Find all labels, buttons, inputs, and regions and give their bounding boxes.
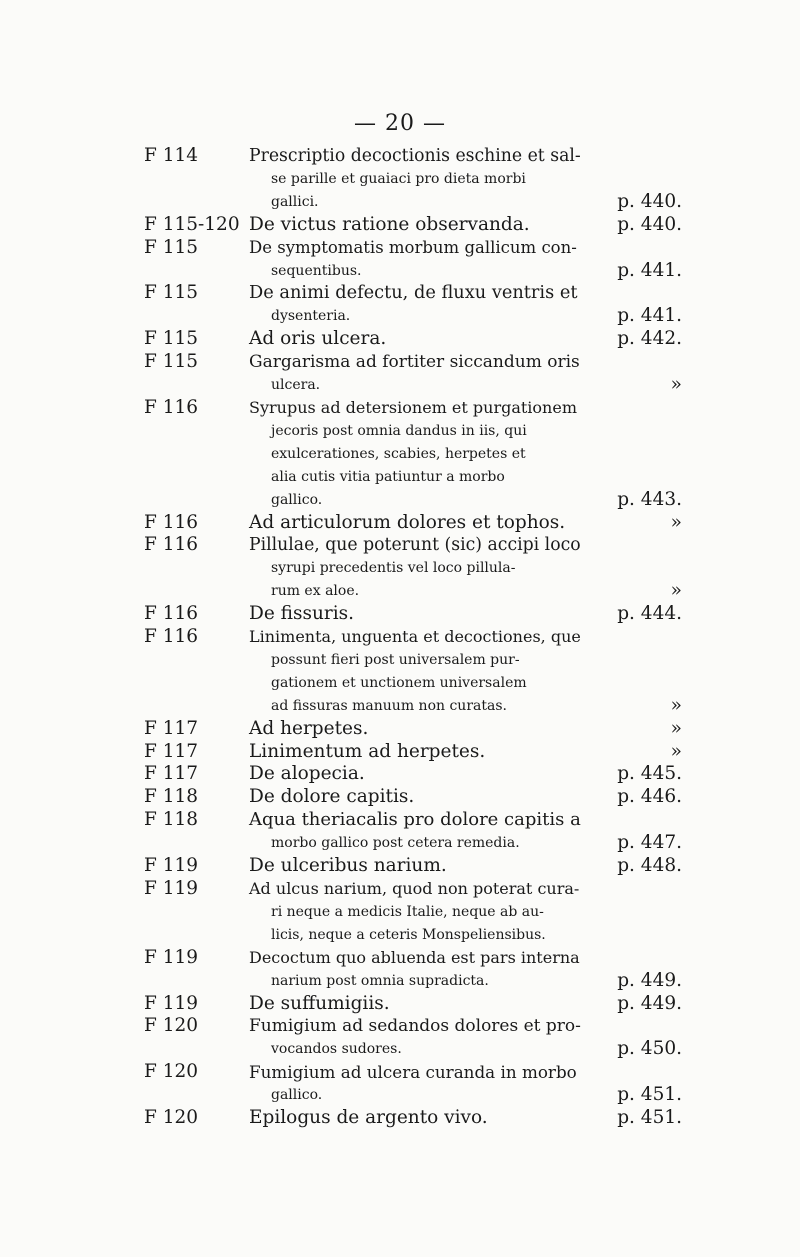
entry-description (249, 786, 581, 809)
description-line: alia cutis vitia patiuntur a morbo (271, 468, 505, 485)
index-entry (0, 328, 800, 351)
index-entry (0, 878, 800, 947)
description-line: rum ex aloe. (271, 583, 360, 600)
page-reference: p. 450. (617, 1038, 682, 1060)
page-reference: p. 451. (617, 1107, 682, 1129)
page-reference: p. 441. (617, 259, 682, 281)
entry-description (249, 718, 581, 741)
page-reference: p. 443. (617, 488, 682, 510)
index-list (0, 145, 800, 1130)
description-line: narium post omnia supradicta. (271, 972, 489, 989)
page-reference: » (670, 374, 682, 396)
folio-reference: F 116 (144, 626, 199, 648)
description-line: Ad ulcus narium, quod non poterat cura- (249, 879, 580, 898)
page-number: — 20 — (354, 111, 446, 136)
page-reference: p. 451. (617, 1084, 682, 1106)
description-line: sequentibus. (271, 262, 362, 279)
description-line: De ulceribus narium. (249, 855, 447, 877)
description-line: Syrupus ad detersionem et purgationem (249, 397, 577, 417)
entry-description (249, 237, 581, 283)
description-line: De alopecia. (249, 763, 365, 785)
description-line: se parille et guaiaci pro dieta morbi (271, 170, 526, 187)
folio-reference: F 116 (144, 511, 199, 533)
index-entry (0, 855, 800, 878)
page-reference: p. 449. (617, 992, 682, 1014)
folio-reference: F 119 (144, 855, 199, 877)
page-reference: p. 448. (617, 855, 682, 877)
index-entry (0, 1061, 800, 1107)
entry-description (249, 1015, 581, 1061)
description-line: exulcerationes, scabies, herpetes et (271, 445, 526, 462)
description-line: syrupi precedentis vel loco pillula- (271, 560, 516, 577)
description-line: gallico. (271, 491, 323, 508)
entry-description (249, 214, 581, 237)
page-reference: » (670, 717, 682, 739)
description-line: Ad articulorum dolores et tophos. (249, 511, 566, 533)
folio-reference: F 119 (144, 992, 199, 1014)
index-entry (0, 718, 800, 741)
description-line: Gargarisma ad fortiter siccandum oris (249, 352, 580, 373)
folio-reference: F 115 (144, 351, 199, 373)
index-entry (0, 741, 800, 764)
entry-description (249, 809, 581, 855)
page-reference: p. 440. (617, 190, 682, 212)
entry-description (249, 741, 581, 764)
description-line: Pillulae, que poterunt (sic) accipi loco (249, 535, 581, 556)
description-line: Fumigium ad ulcera curanda in morbo (249, 1062, 577, 1083)
page-reference: p. 445. (617, 763, 682, 785)
entry-description (249, 512, 581, 535)
index-entry (0, 237, 800, 283)
index-entry (0, 1015, 800, 1061)
entry-description (249, 763, 581, 786)
index-entry (0, 786, 800, 809)
folio-reference: F 117 (144, 717, 199, 739)
page-reference: » (670, 740, 682, 762)
folio-reference: F 119 (144, 946, 199, 968)
description-line: De victus ratione observanda. (249, 213, 530, 235)
folio-reference: F 116 (144, 603, 199, 625)
entry-description (249, 626, 581, 718)
index-entry (0, 351, 800, 397)
description-line: possunt fieri post universalem pur- (271, 651, 520, 668)
folio-reference: F 120 (144, 1107, 199, 1129)
description-line: De fissuris. (249, 603, 355, 625)
folio-reference: F 117 (144, 763, 199, 785)
page-reference: p. 442. (617, 328, 682, 350)
index-entry (0, 534, 800, 603)
page-reference: » (670, 580, 682, 602)
page-reference: » (670, 694, 682, 716)
description-line: De suffumigiis. (249, 992, 390, 1014)
entry-description (249, 1061, 581, 1107)
description-line: Linimenta, unguenta et decoctiones, que (249, 627, 581, 647)
index-entry (0, 809, 800, 855)
description-line: licis, neque a ceteris Monspeliensibus. (271, 926, 546, 943)
description-line: Aqua theriacalis pro dolore capitis a (249, 809, 581, 831)
index-entry (0, 512, 800, 535)
description-line: jecoris post omnia dandus in iis, qui (271, 422, 527, 439)
entry-description (249, 947, 581, 993)
page-reference: p. 440. (617, 213, 682, 235)
entry-description (249, 855, 581, 878)
folio-reference: F 116 (144, 534, 199, 556)
folio-reference: F 114 (144, 145, 199, 166)
index-entry (0, 763, 800, 786)
entry-description (249, 878, 581, 947)
description-line: Linimentum ad herpetes. (249, 740, 486, 762)
description-line: De symptomatis morbum gallicum con- (249, 237, 577, 257)
folio-reference: F 120 (144, 1061, 199, 1083)
description-line: ulcera. (271, 377, 321, 394)
description-line: ad fissuras manuum non curatas. (271, 697, 507, 714)
page-reference: p. 446. (617, 786, 682, 808)
description-line: Ad oris ulcera. (249, 328, 387, 350)
description-line: Ad herpetes. (249, 717, 369, 739)
entry-description (249, 534, 581, 603)
index-entry (0, 1107, 800, 1130)
entry-description (249, 145, 581, 214)
description-line: Fumigium ad sedandos dolores et pro- (249, 1016, 581, 1037)
page-reference: » (670, 511, 682, 533)
folio-reference: F 116 (144, 396, 199, 418)
entry-description (249, 1107, 581, 1130)
folio-reference: F 118 (144, 786, 199, 808)
entry-description (249, 397, 581, 512)
index-entry (0, 282, 800, 328)
folio-reference: F 119 (144, 878, 199, 899)
index-entry (0, 993, 800, 1016)
description-line: gationem et unctionem universalem (271, 674, 527, 691)
page-reference: p. 449. (617, 969, 682, 991)
page-reference: p. 444. (617, 603, 682, 625)
page-reference: p. 441. (617, 305, 682, 327)
folio-reference: F 115 (144, 328, 199, 350)
folio-reference: F 120 (144, 1015, 199, 1037)
entry-description (249, 603, 581, 626)
folio-reference: F 115 (144, 282, 199, 304)
entry-description (249, 328, 581, 351)
description-line: morbo gallico post cetera remedia. (271, 835, 520, 852)
description-line: Prescriptio decoctionis eschine et sal- (249, 146, 581, 166)
index-entry (0, 603, 800, 626)
page-reference: p. 447. (617, 832, 682, 854)
description-line: dysenteria. (271, 308, 351, 325)
description-line: gallico. (271, 1087, 323, 1104)
index-entry (0, 214, 800, 237)
description-line: Decoctum quo abluenda est pars interna (249, 947, 580, 967)
description-line: De animi defectu, de fluxu ventris et (249, 283, 578, 304)
description-line: gallici. (271, 193, 319, 210)
entry-description (249, 282, 581, 328)
entry-description (249, 993, 581, 1016)
folio-reference: F 115-120 (144, 213, 240, 235)
index-entry (0, 947, 800, 993)
description-line: vocandos sudores. (271, 1041, 402, 1058)
folio-reference: F 115 (144, 236, 199, 258)
description-line: Epilogus de argento vivo. (249, 1107, 488, 1129)
folio-reference: F 117 (144, 740, 199, 762)
index-entry (0, 145, 800, 214)
index-entry (0, 397, 800, 512)
index-entry (0, 626, 800, 718)
description-line: ri neque a medicis Italie, neque ab au- (271, 903, 544, 920)
description-line: De dolore capitis. (249, 786, 415, 808)
folio-reference: F 118 (144, 809, 199, 831)
entry-description (249, 351, 581, 397)
